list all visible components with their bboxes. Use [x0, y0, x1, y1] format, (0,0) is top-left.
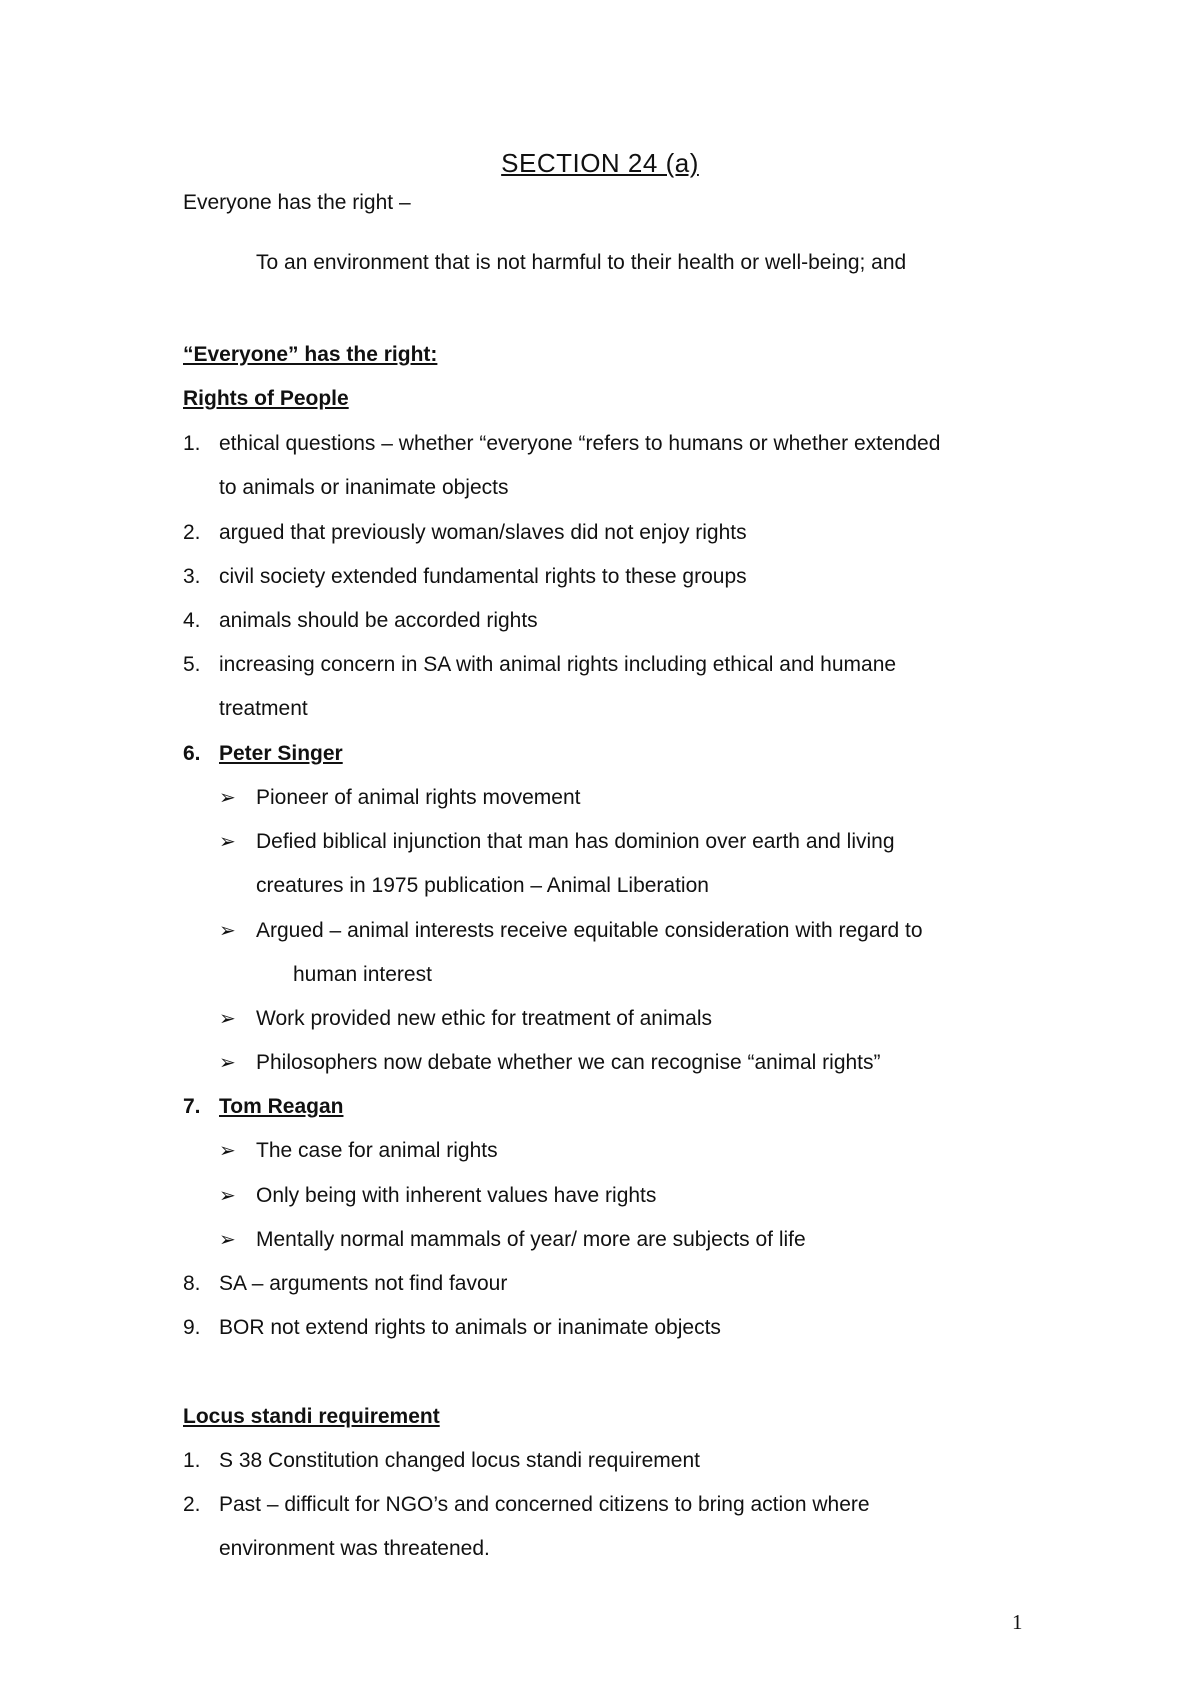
arrow-bullet-icon: ➢: [219, 1140, 236, 1162]
list-number: 4.: [183, 609, 201, 632]
arrow-bullet-icon: ➢: [219, 1008, 236, 1030]
list-number: 2.: [183, 521, 201, 544]
arrow-bullet-icon: ➢: [219, 1052, 236, 1074]
bullet-item: Mentally normal mammals of year/ more are subjects of life: [256, 1228, 806, 1251]
list-number: 3.: [183, 565, 201, 588]
list-item: Past – difficult for NGO’s and concerned citizens to bring action where: [219, 1493, 870, 1516]
list-item-continued: to animals or inanimate objects: [219, 476, 509, 499]
list-number: 2.: [183, 1493, 201, 1516]
arrow-bullet-icon: ➢: [219, 831, 236, 853]
bullet-item: Pioneer of animal rights movement: [256, 786, 581, 809]
list-item: ethical questions – whether “everyone “refers to humans or whether extended: [219, 432, 941, 455]
list-item: argued that previously woman/slaves did not enjoy rights: [219, 521, 747, 544]
page-number: 1: [1012, 1610, 1023, 1634]
bullet-item: Philosophers now debate whether we can recognise “animal rights”: [256, 1051, 881, 1074]
locus-heading: Locus standi requirement: [183, 1405, 440, 1428]
arrow-bullet-icon: ➢: [219, 1229, 236, 1251]
page-title: SECTION 24 (a): [501, 148, 699, 178]
bullet-item: Argued – animal interests receive equitable consideration with regard to: [256, 919, 923, 942]
list-item-continued: treatment: [219, 697, 308, 720]
everyone-heading: “Everyone” has the right:: [183, 343, 438, 366]
list-item: SA – arguments not find favour: [219, 1272, 508, 1295]
bullet-item: Work provided new ethic for treatment of animals: [256, 1007, 712, 1030]
arrow-bullet-icon: ➢: [219, 1185, 236, 1207]
intro-subline: To an environment that is not harmful to their health or well-being; and: [256, 251, 907, 274]
arrow-bullet-icon: ➢: [219, 787, 236, 809]
list-item: animals should be accorded rights: [219, 609, 538, 632]
list-item: increasing concern in SA with animal rights including ethical and humane: [219, 653, 897, 676]
list-item-continued: environment was threatened.: [219, 1537, 490, 1560]
bullet-item: The case for animal rights: [256, 1139, 498, 1162]
list-number: 7.: [183, 1095, 201, 1118]
reagan-heading: Tom Reagan: [219, 1095, 344, 1118]
bullet-item: Only being with inherent values have rights: [256, 1184, 657, 1207]
arrow-bullet-icon: ➢: [219, 920, 236, 942]
intro-line: Everyone has the right –: [183, 191, 411, 214]
list-item: S 38 Constitution changed locus standi requirement: [219, 1449, 700, 1472]
list-number: 5.: [183, 653, 201, 676]
bullet-item: Defied biblical injunction that man has dominion over earth and living: [256, 830, 895, 853]
list-number: 9.: [183, 1316, 201, 1339]
list-number: 8.: [183, 1272, 201, 1295]
list-item: civil society extended fundamental rights to these groups: [219, 565, 747, 588]
bullet-item-continued: creatures in 1975 publication – Animal Liberation: [256, 874, 709, 897]
list-number: 1.: [183, 432, 201, 455]
list-number: 6.: [183, 742, 201, 765]
list-item: BOR not extend rights to animals or inanimate objects: [219, 1316, 721, 1339]
list-number: 1.: [183, 1449, 201, 1472]
singer-heading: Peter Singer: [219, 742, 343, 765]
rights-heading: Rights of People: [183, 387, 349, 410]
bullet-item-continued: human interest: [293, 963, 432, 986]
